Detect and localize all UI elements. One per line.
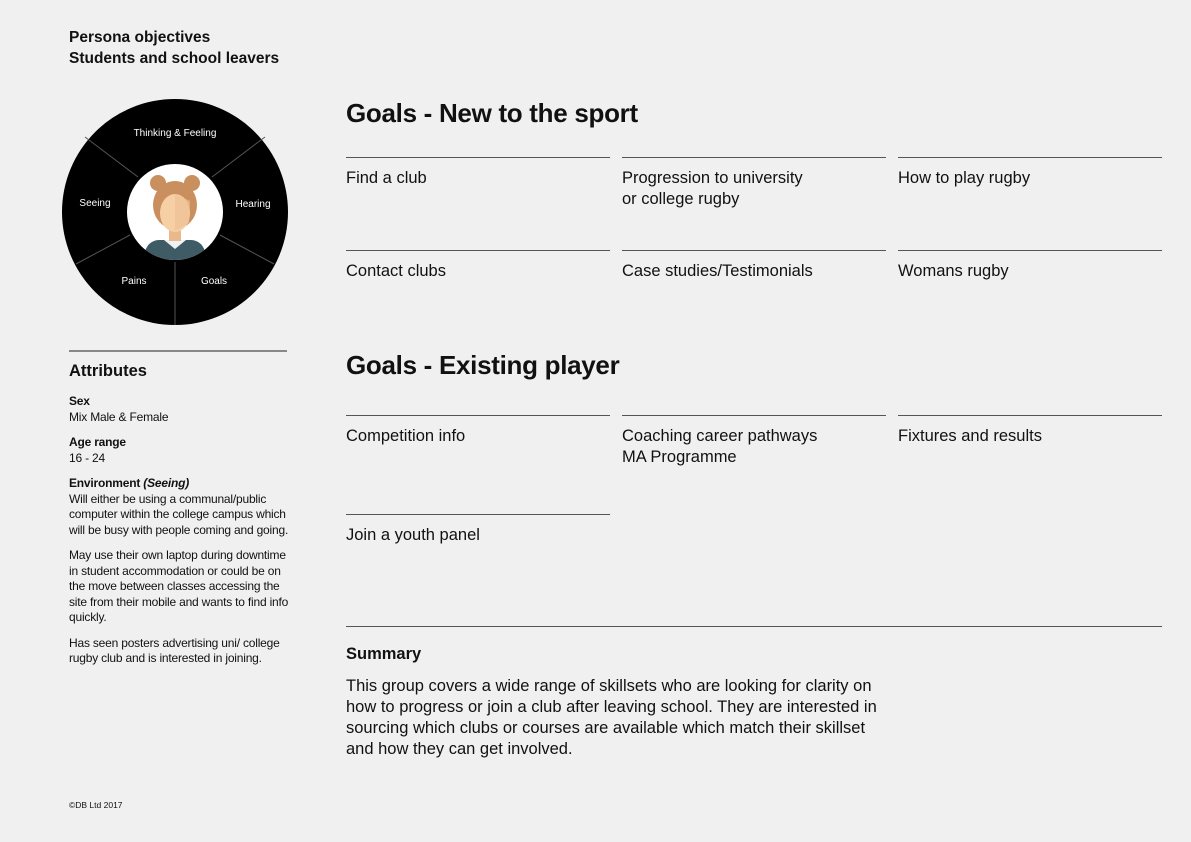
page-subtitle: Students and school leavers [69, 50, 280, 67]
attribute-label-italic: (Seeing) [143, 476, 190, 490]
page-title-line-1: Persona objectives [69, 29, 211, 46]
attribute-value: Mix Male & Female [69, 409, 169, 424]
goal-item: Join a youth panel [346, 514, 610, 546]
copyright-footer: ©DB Ltd 2017 [69, 800, 123, 810]
environment-paragraph-1: Will either be using a communal/public computer within the college campus which will be busy with people coming and going. [69, 491, 289, 537]
attribute-value: 16 - 24 [69, 450, 105, 465]
goal-item: Progression to university or college rugby [622, 157, 886, 210]
attribute-age [69, 435, 291, 466]
goal-item: Coaching career pathways MA Programme [622, 415, 886, 468]
segment-label-thinking-feeling: Thinking & Feeling [133, 128, 217, 139]
goal-item: Fixtures and results [898, 415, 1162, 447]
goal-item: Case studies/Testimonials [622, 250, 886, 282]
environment-paragraph-2: May use their own laptop during downtime in student accommodation or could be on the move between classes accessing the site from their mobile and wants to find info quickly. [69, 548, 289, 624]
attribute-label [69, 476, 291, 492]
summary-text: This group covers a wide range of skillsets who are looking for clarity on how to progress or join a club after leaving school. They are interested in sourcing which clubs or courses are available which match their skillset and how they can get involved. [346, 677, 877, 758]
attributes-list [69, 394, 291, 677]
attribute-sex [69, 394, 291, 425]
summary-divider [346, 626, 1162, 627]
summary-title: Summary [346, 645, 422, 663]
goal-item: Competition info [346, 415, 610, 447]
segment-label-goals: Goals [200, 276, 228, 287]
goal-item: Find a club [346, 157, 610, 189]
goals-existing-title: Goals - Existing player [346, 350, 620, 380]
goal-item: Contact clubs [346, 250, 610, 282]
segment-label-hearing: Hearing [235, 199, 271, 210]
attributes-heading: Attributes [69, 362, 147, 380]
attribute-label: Sex [69, 394, 90, 408]
segment-label-seeing: Seeing [79, 198, 111, 209]
segment-label-pains: Pains [121, 276, 147, 287]
attributes-divider [69, 350, 287, 352]
empathy-wheel [60, 97, 290, 327]
environment-paragraph-3: Has seen posters advertising uni/ college rugby club and is interested in joining. [69, 635, 280, 665]
attribute-label-text: Environment [69, 476, 144, 490]
goal-item: How to play rugby [898, 157, 1162, 189]
goal-item: Womans rugby [898, 250, 1162, 282]
attribute-environment [69, 476, 291, 667]
attribute-label: Age range [69, 435, 126, 449]
goals-new-title: Goals - New to the sport [346, 98, 638, 128]
page-title [69, 27, 279, 69]
